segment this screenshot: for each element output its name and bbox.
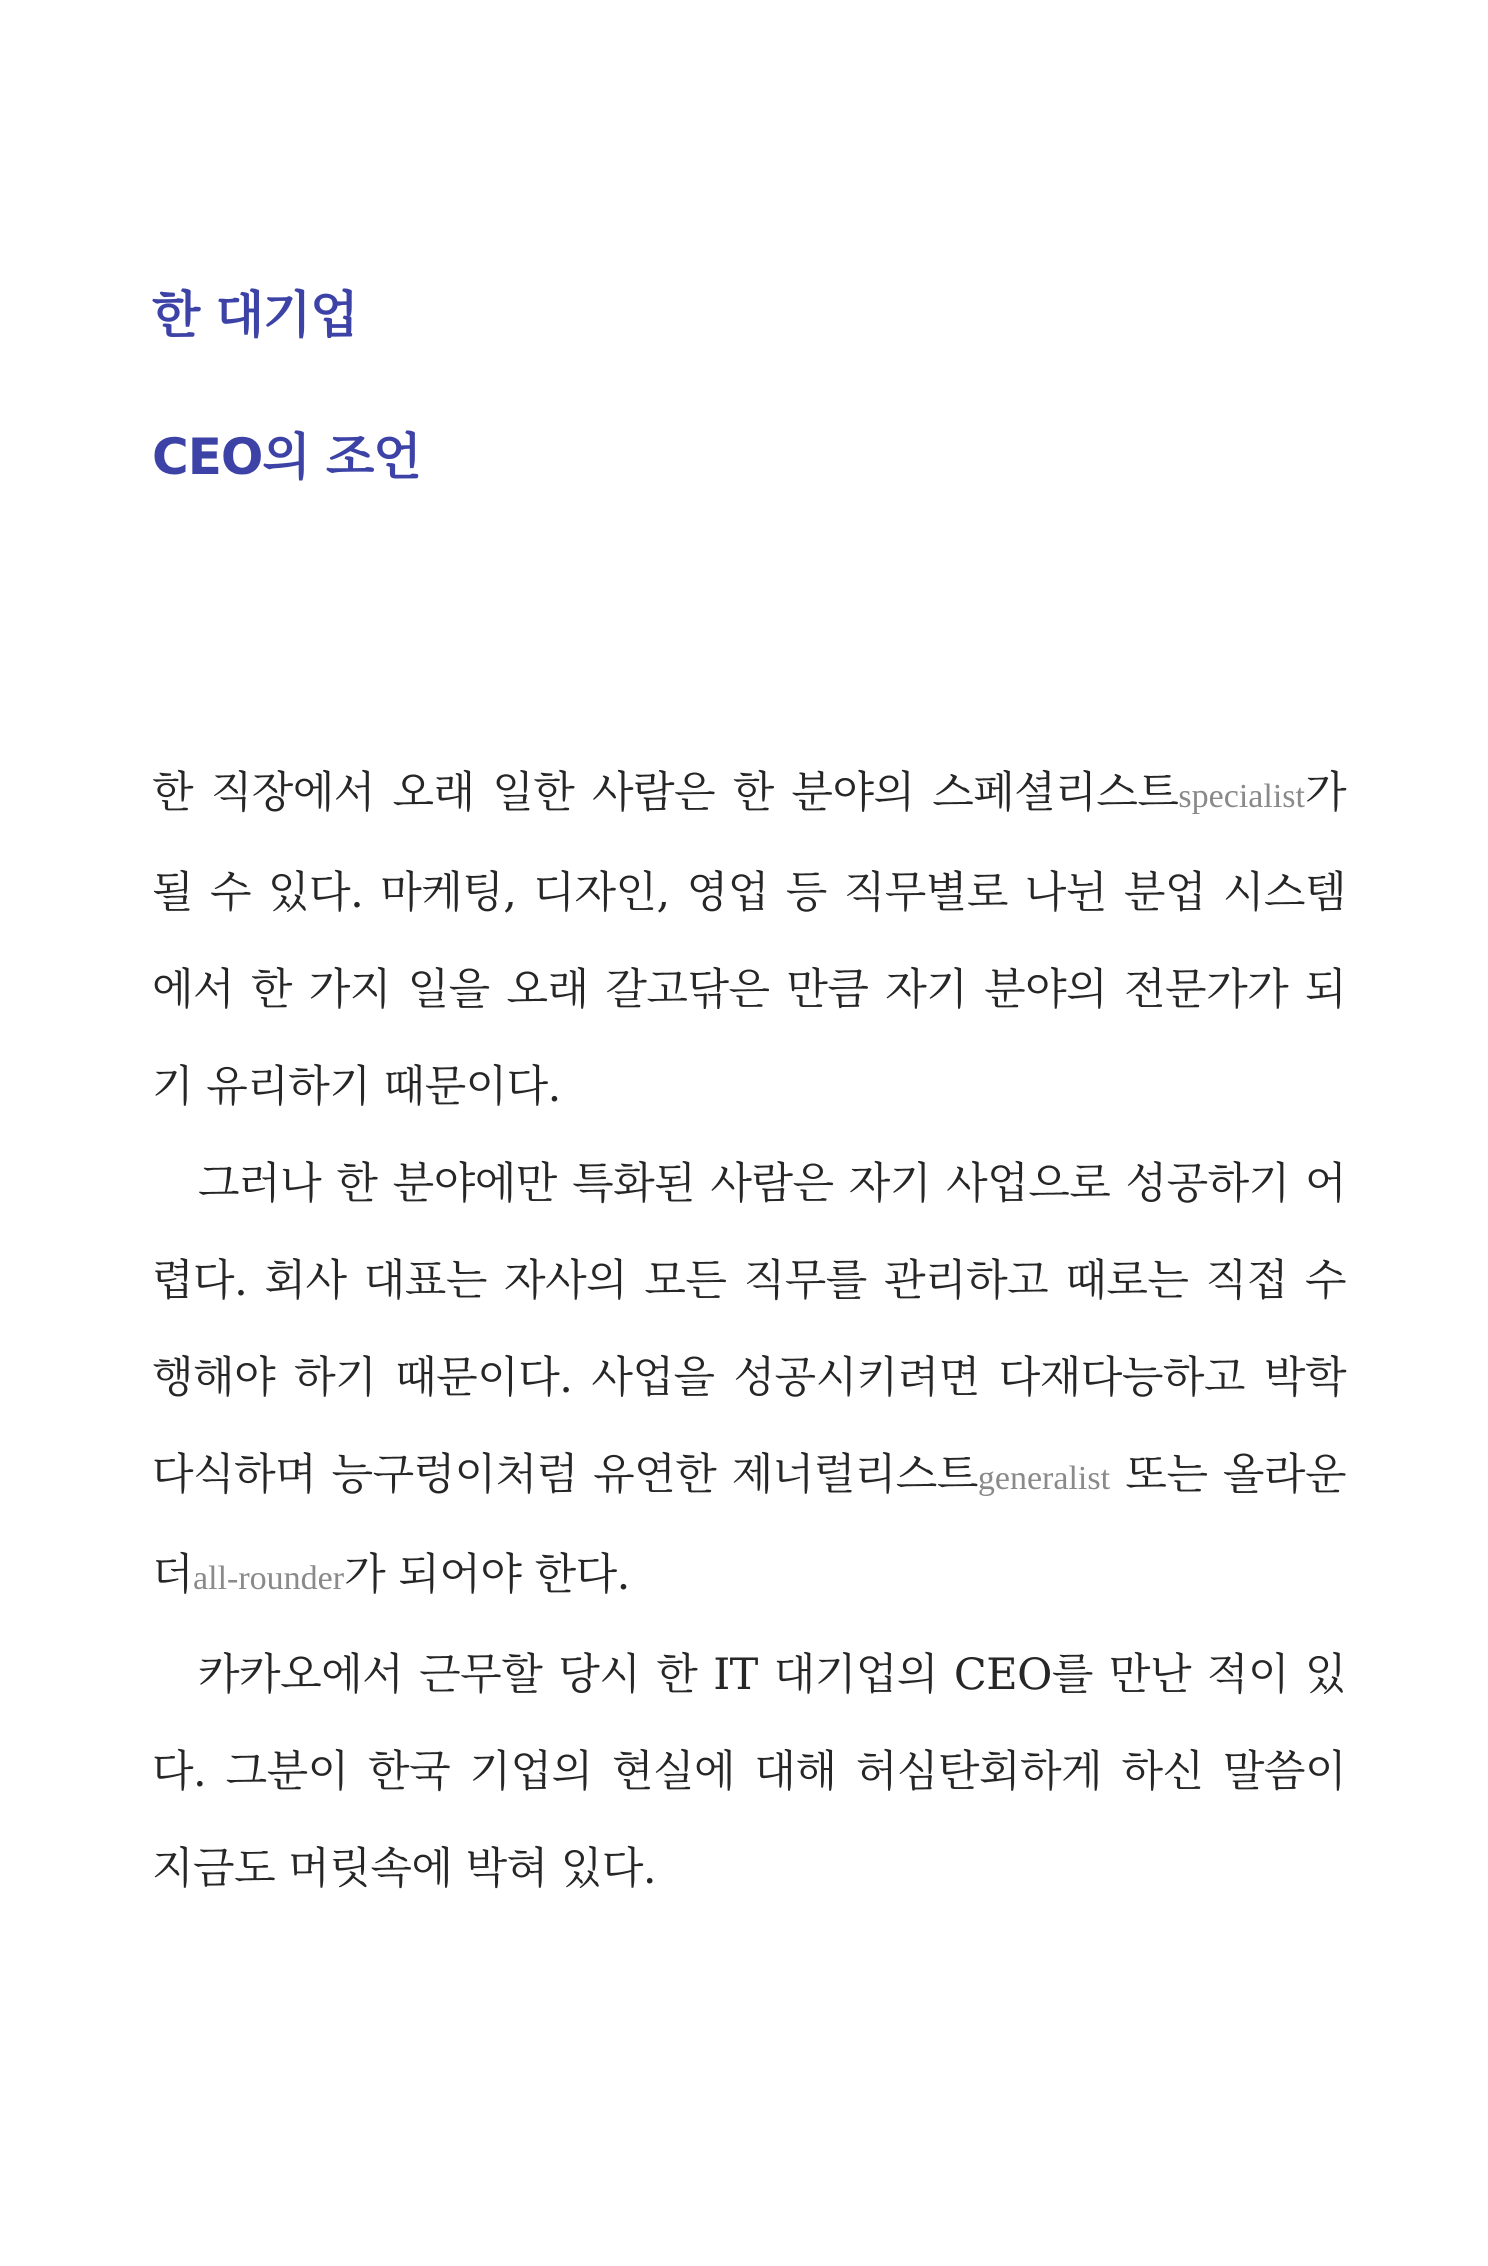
paragraph-2-text-c: 가 되어야 한다.: [344, 1550, 630, 1600]
paragraph-1-text-a: 한 직장에서 오래 일한 사람은 한 분야의 스페셜리스트: [152, 768, 1179, 818]
paragraph-3: [152, 1627, 1346, 1918]
body-text: [152, 745, 1346, 1918]
paragraph-1: [152, 745, 1346, 1136]
paragraph-2-text-a: 그러나 한 분야에만 특화된 사람은 자기 사업으로 성공하기 어렵다. 회사 대표는 자사의 모든 직무를 관리하고 때로는 직접 수행해야 하기 때문이다. 사업을 성공시키려면 다재다능하고 박학다식하며 능구렁이처럼 유연한 제너럴리스트: [152, 1159, 1346, 1500]
chapter-title: [152, 244, 421, 528]
gloss-generalist: generalist: [977, 1460, 1111, 1497]
gloss-specialist: specialist: [1178, 778, 1305, 815]
paragraph-2: [152, 1136, 1346, 1627]
chapter-title-line-2: CEO의 조언: [152, 428, 421, 486]
chapter-title-line-1: 한 대기업: [152, 286, 358, 344]
gloss-all-rounder: all-rounder: [193, 1560, 345, 1597]
paragraph-3-text: 카카오에서 근무할 당시 한 IT 대기업의 CEO를 만난 적이 있다. 그분이 한국 기업의 현실에 대해 허심탄회하게 하신 말씀이 지금도 머릿속에 박혀 있다.: [152, 1650, 1346, 1894]
paragraph-2-text-b: 또는 올라운더: [152, 1450, 1346, 1600]
paragraph-1-text-b: 가 될 수 있다. 마케팅, 디자인, 영업 등 직무별로 나뉜 분업 시스템에서 한 가지 일을 오래 갈고닦은 만큼 자기 분야의 전문가가 되기 유리하기 때문이다.: [152, 768, 1346, 1112]
